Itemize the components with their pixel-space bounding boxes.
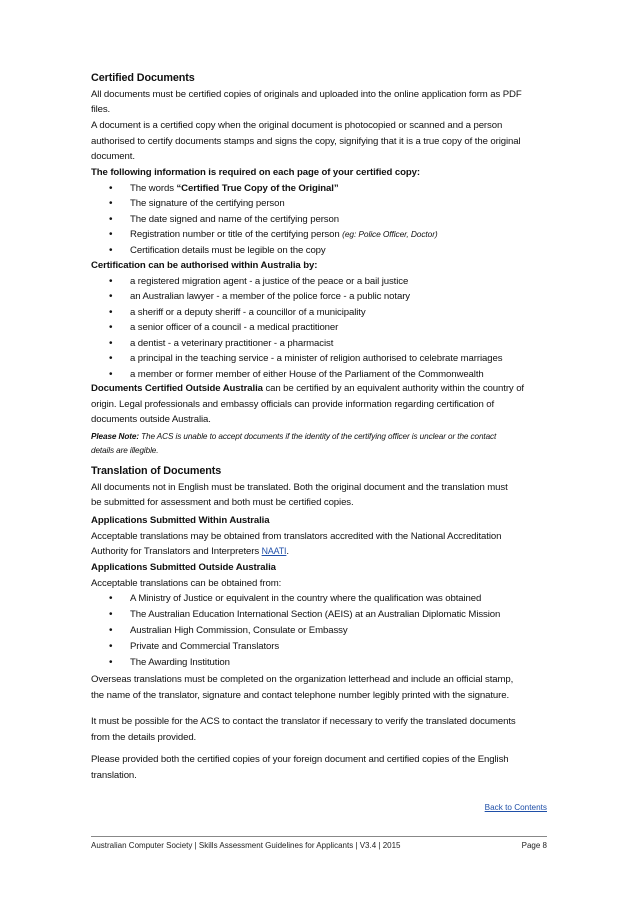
list-item: • Private and Commercial Translators [91,639,547,655]
list-item: • a principal in the teaching service - a minister of religion authorised to celebrate marriages [91,351,547,367]
provide-line-1: Please provided both the certified copies of your foreign document and certified copies of the English [91,754,509,765]
naati-link[interactable]: NAATI [261,546,287,556]
required-info-list [91,181,547,259]
translation-within-heading: Applications Submitted Within Australia [91,515,270,526]
provide-line-2: translation. [91,769,137,781]
translation-heading: Translation of Documents [91,465,222,477]
list-item: • a senior officer of a council - a medical practitioner [91,320,547,336]
list-item: • Australian High Commission, Consulate or Embassy [91,623,547,639]
required-info-section [91,165,547,258]
list-item [91,227,547,243]
contact-translator-para [91,714,547,745]
back-to-contents-link[interactable]: Back to Contents [484,803,547,812]
list-item: • The date signed and name of the certifying person [91,212,547,228]
list-item [91,181,547,197]
period: . [286,546,289,557]
list-item: • a registered migration agent - a justice of the peace or a bail justice [91,274,547,290]
outside-australia-label: Documents Certified Outside Australia [91,383,263,394]
translation-outside-intro: Acceptable translations can be obtained from: [91,577,282,589]
translation-within-australia [91,513,547,560]
certified-para-2-line-1: A document is a certified copy when the original document is photocopied or scanned and a person [91,120,503,131]
translation-within-line-2-text: Authority for Translators and Interpreters [91,546,262,557]
translation-outside-heading: Applications Submitted Outside Australia [91,562,276,573]
outside-line-3: documents outside Australia. [91,414,211,425]
translation-para-1-line-2: be submitted for assessment and both must be certified copies. [91,497,354,508]
certified-para-2 [91,118,547,165]
note-label: Please Note: [91,432,139,441]
page-number: Page 8 [521,841,547,850]
within-australia-list [91,274,547,383]
provide-copies-para [91,752,547,783]
list-item-example: (eg: Police Officer, Doctor) [342,229,438,239]
footer-divider [91,836,547,837]
translation-within-line-2 [91,544,547,560]
list-item: • a dentist - a veterinary practitioner - a pharmacist [91,336,547,352]
note-line-2: details are illegible. [91,445,159,455]
certified-para-2-line-3: document. [91,151,135,162]
list-item: • a member or former member of either House of the Parliament of the Commonwealth [91,367,547,383]
list-item: • a sheriff or a deputy sheriff - a councillor of a municipality [91,305,547,321]
list-item: • Certification details must be legible on the copy [91,243,547,259]
outside-line-1-text: can be certified by an equivalent authority within the country of [262,383,524,394]
list-item-text: The words [130,182,177,194]
overseas-line-1: Overseas translations must be completed on the organization letterhead and include an official stamp, [91,674,514,685]
overseas-line-2: the name of the translator, signature and contact telephone number legibly printed with the signature. [91,689,510,701]
required-info-heading: The following information is required on each page of your certified copy: [91,167,420,178]
list-item: • The Awarding Institution [91,655,547,671]
certified-documents-heading: Certified Documents [91,72,195,84]
translation-section [91,464,547,511]
please-note [91,430,547,457]
list-item-text: Registration number or title of the certifying person [130,229,343,240]
list-item-emphasis: “Certified True Copy of the Original” [176,182,339,194]
translation-outside-list [91,591,547,671]
list-item: • A Ministry of Justice or equivalent in the country where the qualification was obtained [91,591,547,607]
outside-australia-para [91,381,547,428]
page-footer [91,840,547,852]
within-australia-section [91,258,547,382]
contact-line-1: It must be possible for the ACS to contact the translator if necessary to verify the translated documents [91,716,516,727]
note-line-1 [91,430,547,444]
list-item: • The signature of the certifying person [91,196,547,212]
translation-para-1-line-1: All documents not in English must be translated. Both the original document and the translation must [91,481,508,493]
overseas-translations-para [91,672,547,703]
translation-outside-australia [91,560,547,671]
note-line-1-text: The ACS is unable to accept documents if the identity of the certifying officer is unclear or the contact [138,432,497,441]
within-australia-heading: Certification can be authorised within Australia by: [91,260,318,271]
list-item: • an Australian lawyer - a member of the police force - a public notary [91,289,547,305]
outside-line-2: origin. Legal professionals and embassy officials can provide information regarding certification of [91,398,495,410]
certified-documents-section [91,71,547,118]
outside-line-1 [91,381,547,397]
certified-para-1-line-1: All documents must be certified copies of originals and uploaded into the online application form as PDF [91,88,522,100]
translation-within-line-1: Acceptable translations may be obtained from translators accredited with the National Accreditation [91,530,502,542]
list-item: • The Australian Education International Section (AEIS) at an Australian Diplomatic Mission [91,607,547,623]
contact-line-2: from the details provided. [91,731,197,743]
certified-para-1-line-2: files. [91,104,111,115]
certified-para-2-line-2: authorised to certify documents stamps and signs the copy, signifying that it is a true copy of the original [91,135,521,147]
footer-text: Australian Computer Society | Skills Assessment Guidelines for Applicants | V3.4 | 2015 [91,841,401,850]
